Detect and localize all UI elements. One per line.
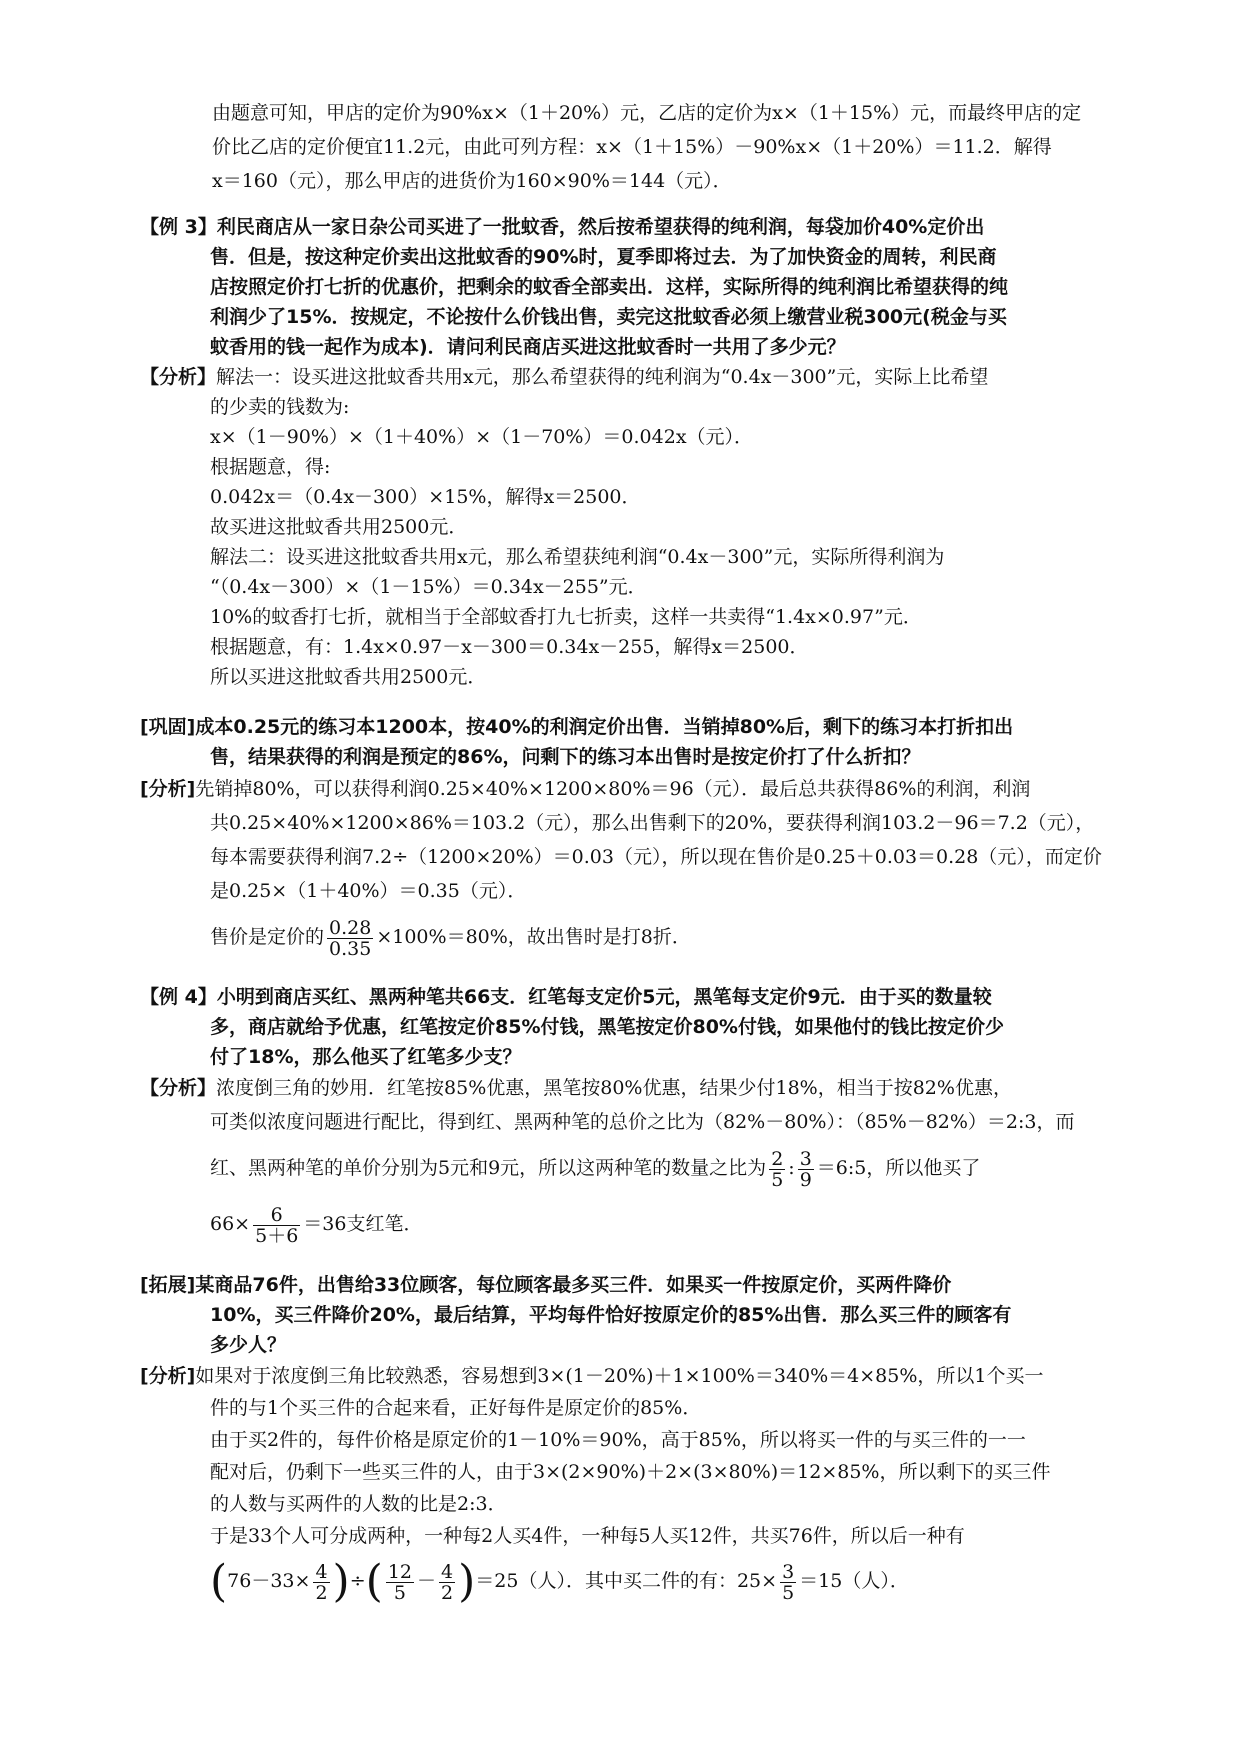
question-line: 多，商店就给予优惠，红笔按定价85%付钱，黑笔按定价80%付钱，如果他付的钱比按定价少 (210, 1016, 1004, 1038)
right-paren: ) (332, 1556, 350, 1607)
fraction: $\frac{6}{5+6}$ (255, 1203, 299, 1247)
analysis-line: 每本需要获得利润7.2÷（1200×20%）＝0.03（元），所以现在售价是0.25＋0.03＝0.28（元），而定价 (210, 846, 1102, 868)
fraction: $\frac{3}{9}$ (799, 1147, 812, 1191)
analysis-label: [分析] (140, 778, 196, 800)
extension-section (140, 1270, 1150, 1610)
analysis-line: 0.042x＝（0.4x－300）×15%，解得x＝2500． (210, 486, 641, 508)
example-3 (140, 212, 1150, 692)
section-label: [拓展] (140, 1274, 196, 1296)
analysis-line: 的人数与买两件的人数的比是2:3． (210, 1493, 507, 1515)
analysis-line: 10%的蚊香打七折，就相当于全部蚊香打九七折卖，这样一共卖得“1.4x×0.97”元． (210, 606, 922, 628)
question-line: 付了18%，那么他买了红笔多少支？ (210, 1046, 522, 1068)
analysis-line: 66× $\frac{6}{5+6}$ ＝36支红笔． (210, 1203, 423, 1247)
analysis-line: 解法二：设买进这批蚊香共用x元，那么希望获纯利润“0.4x－300”元，实际所得利润为 (210, 546, 945, 568)
consolidation-section (140, 712, 1150, 966)
question-line: 【例 3】利民商店从一家日杂公司买进了一批蚊香，然后按希望获得的纯利润，每袋加价40%定价出 (140, 216, 985, 238)
right-paren: ) (458, 1556, 476, 1607)
question-line: 【例 4】小明到商店买红、黑两种笔共66支．红笔每支定价5元，黑笔每支定价9元．由于买的数量较 (140, 986, 992, 1008)
question-line: 售．但是，按这种定价卖出这批蚊香的90%时，夏季即将过去．为了加快资金的周转，利民商 (210, 246, 997, 268)
analysis-line: [分析]先销掉80%，可以获得利润0.25×40%×1200×80%＝96（元）．最后总共获得86%的利润，利润 (140, 778, 1031, 800)
analysis-line: 【分析】浓度倒三角的妙用．红笔按85%优惠，黑笔按80%优惠，结果少付18%，相当于按82%优惠， (140, 1077, 1012, 1099)
left-paren: ( (365, 1556, 383, 1607)
analysis-line: x×（1－90%）×（1＋40%）×（1－70%）＝0.042x（元）． (210, 426, 754, 448)
question-line: 利润少了15%．按规定，不论按什么价钱出售，卖完这批蚊香必须上缴营业税300元(税金与买 (210, 306, 1007, 328)
section-label: [巩固] (140, 716, 196, 738)
question-line: 多少人？ (210, 1334, 287, 1356)
analysis-line: 故买进这批蚊香共用2500元． (210, 516, 468, 538)
analysis-line: [分析]如果对于浓度倒三角比较熟悉，容易想到3×(1－20%)＋1×100%＝340%＝4×85%，所以1个买一 (140, 1365, 1044, 1387)
analysis-line: 根据题意，有：1.4x×0.97－x－300＝0.34x－255，解得x＝2500． (210, 636, 809, 658)
question-line: 蚊香用的钱一起作为成本)．请问利民商店买进这批蚊香时一共用了多少元？ (210, 336, 846, 358)
example-label: 【例 4】 (140, 986, 217, 1008)
analysis-line: 根据题意，得: (210, 456, 331, 478)
analysis-line: (76－33× $\frac{4}{2}$ )÷( $\frac{12}{5}$ － $\frac{4}{2}$ )＝25（人）．其中买二件的有：25× $\frac{3}{5}$ ＝15（人）． (210, 1556, 909, 1607)
fraction: $\frac{4}{2}$ (441, 1560, 454, 1604)
analysis-line: 是0.25×（1＋40%）＝0.35（元）． (210, 880, 527, 902)
analysis-line: 于是33个人可分成两种，一种每2人买4件，一种每5人买12件，共买76件，所以后一种有 (210, 1525, 965, 1547)
question-line: 售，结果获得的利润是预定的86%，问剩下的练习本出售时是按定价打了什么折扣？ (210, 746, 921, 768)
question-line: [巩固]成本0.25元的练习本1200本，按40%的利润定价出售．当销掉80%后，剩下的练习本打折扣出 (140, 716, 1014, 738)
analysis-line: 【分析】解法一：设买进这批蚊香共用x元，那么希望获得的纯利润为“0.4x－300”元，实际上比希望 (140, 366, 989, 388)
fraction: $\frac{12}{5}$ (387, 1560, 412, 1604)
example-label: 【例 3】 (140, 216, 217, 238)
question-line: 10%，买三件降价20%，最后结算，平均每件恰好按原定价的85%出售．那么买三件的顾客有 (210, 1304, 1012, 1326)
fraction: $\frac{0.28}{0.35}$ (329, 916, 372, 960)
example-4 (140, 982, 1150, 1252)
fraction: $\frac{2}{5}$ (771, 1147, 784, 1191)
fraction: $\frac{3}{5}$ (782, 1560, 795, 1604)
text-line: 由题意可知，甲店的定价为90%x×（1＋20%）元，乙店的定价为x×（1＋15%）元，而最终甲店的定 (212, 102, 1082, 124)
question-line: 店按照定价打七折的优惠价，把剩余的蚊香全部卖出．这样，实际所得的纯利润比希望获得的纯 (210, 276, 1009, 298)
text-line: 价比乙店的定价便宜11.2元，由此可列方程：x×（1＋15%）－90%x×（1＋20%）＝11.2．解得 (212, 136, 1052, 158)
analysis-label: 【分析】 (140, 366, 217, 388)
analysis-line: 红、黑两种笔的单价分别为5元和9元，所以这两种笔的数量之比为 $\frac{2}{5}$ : $\frac{3}{9}$ ＝6:5，所以他买了 (210, 1147, 981, 1191)
analysis-label: [分析] (140, 1365, 196, 1387)
top-continuation (212, 96, 1162, 198)
analysis-line: 件的与1个买三件的合起来看，正好每件是原定价的85%． (210, 1397, 702, 1419)
analysis-label: 【分析】 (140, 1077, 217, 1099)
analysis-line: 的少卖的钱数为: (210, 396, 350, 418)
left-paren: ( (210, 1556, 228, 1607)
analysis-line: 可类似浓度问题进行配比，得到红、黑两种笔的总价之比为（82%－80%）：（85%－82%）＝2:3，而 (210, 1111, 1075, 1133)
text-line: x＝160（元），那么甲店的进货价为160×90%＝144（元）． (212, 170, 732, 192)
analysis-line: 配对后，仍剩下一些买三件的人，由于3×(2×90%)＋2×(3×80%)＝12×85%，所以剩下的买三件 (210, 1461, 1051, 1483)
question-line: [拓展]某商品76件，出售给33位顾客，每位顾客最多买三件．如果买一件按原定价，买两件降价 (140, 1274, 952, 1296)
analysis-line: 所以买进这批蚊香共用2500元． (210, 666, 487, 688)
analysis-line: 售价是定价的 $\frac{0.28}{0.35}$ ×100%＝80%，故出售时是打8折． (210, 916, 691, 960)
analysis-line: 由于买2件的，每件价格是原定价的1－10%＝90%，高于85%，所以将买一件的与买三件的一一 (210, 1429, 1026, 1451)
analysis-line: “（0.4x－300）×（1－15%）＝0.34x－255”元． (210, 576, 647, 598)
fraction: $\frac{4}{2}$ (315, 1560, 328, 1604)
analysis-line: 共0.25×40%×1200×86%＝103.2（元），那么出售剩下的20%，要获得利润103.2－96＝7.2（元）， (210, 812, 1095, 834)
